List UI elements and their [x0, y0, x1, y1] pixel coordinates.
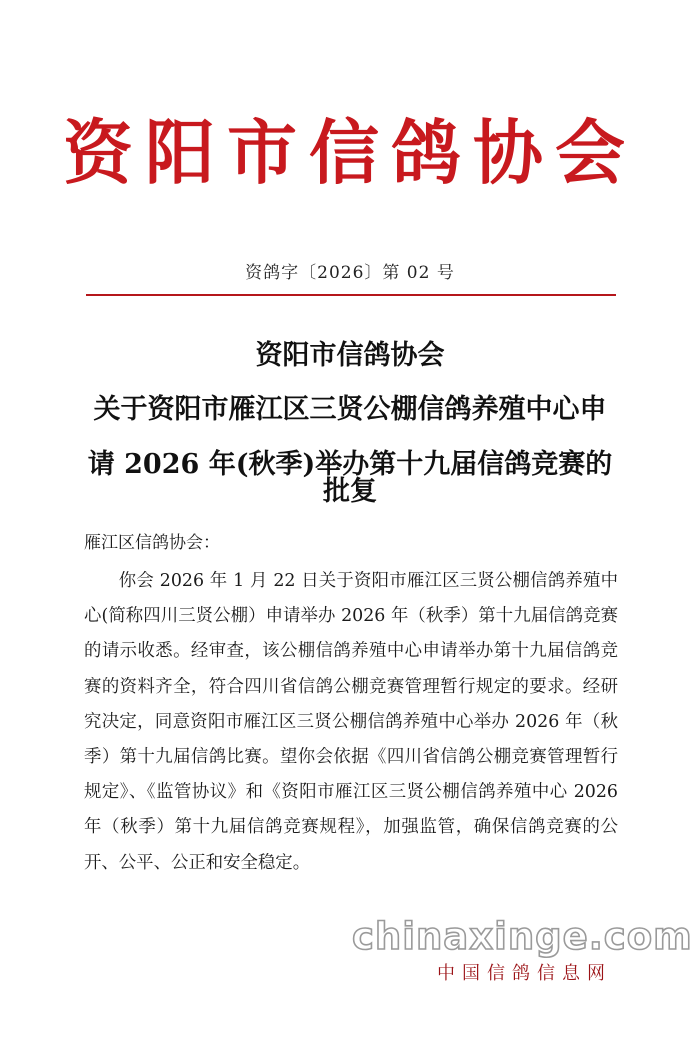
salutation: 雁江区信鸽协会：: [84, 533, 220, 553]
document-title-line-1: 资阳市信鸽协会: [255, 340, 445, 371]
watermark-domain: chinaxinge.com: [352, 915, 693, 958]
document-title-line-2: 关于资阳市雁江区三贤公棚信鸽养殖中心申: [93, 394, 607, 425]
watermark-site-name: 中国信鸽信息网: [437, 963, 612, 984]
red-divider-line: [86, 294, 616, 296]
letterhead-title: 资阳市信鸽协会: [63, 111, 637, 194]
body-paragraph: 你会 2026 年 1 月 22 日关于资阳市雁江区三贤公棚信鸽养殖中心(简称四川三贤公棚）申请举办 2026 年（秋季）第十九届信鸽竞赛的请示收悉。经审查，该公棚信鸽养殖中心申请举办第十九届信鸽竞赛的资料齐全，符合四川省信鸽公棚竞赛管理暂行规定的要求。经研究决定，同意资阳市雁江区三贤公棚信鸽养殖中心举办 2026 年（秋季）第十九届信鸽比赛。望你会依据《四川省信鸽公棚竞赛管理暂行规定》、《监管协议》和《资阳市雁江区三贤公棚信鸽养殖中心 2026 年（秋季）第十九届信鸽竞赛规程》，加强监管，确保信鸽竞赛的公开、公平、公正和安全稳定。: [84, 571, 618, 873]
document-title-line-3: 请 2026 年(秋季)举办第十九届信鸽竞赛的批复: [87, 449, 613, 507]
document-number: 资鸽字〔2026〕第 02 号: [245, 263, 455, 283]
